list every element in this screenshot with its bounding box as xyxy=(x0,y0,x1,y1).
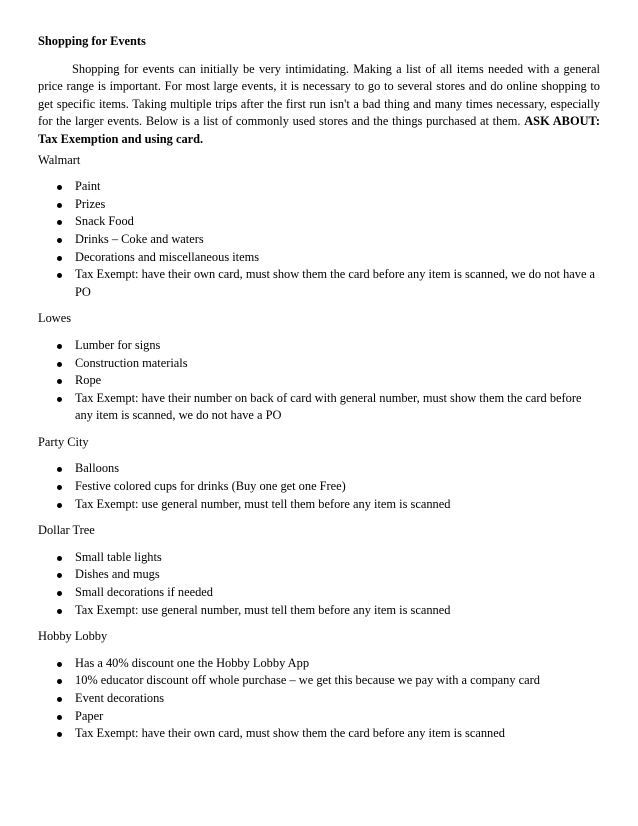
list-item xyxy=(38,708,600,726)
list-item-text: Dishes and mugs xyxy=(75,567,160,582)
bullet-icon xyxy=(57,273,62,278)
list-item xyxy=(38,584,600,602)
bullet-icon xyxy=(57,697,62,702)
list-item-text: Event decorations xyxy=(75,691,165,705)
list-item-text: Decorations and miscellaneous items xyxy=(75,249,260,264)
list-item xyxy=(38,355,600,373)
bullet-icon xyxy=(57,203,62,208)
bullet-icon xyxy=(57,715,62,720)
list-item-text: Construction materials xyxy=(75,355,188,370)
list-item-text: Has a 40% discount one the Hobby Lobby App xyxy=(75,655,310,670)
ask-about-note: ASK ABOUT: Tax Exemption and using card. xyxy=(38,114,600,146)
bullet-icon xyxy=(57,556,62,561)
list-item xyxy=(38,672,600,690)
bullet-icon xyxy=(57,679,62,684)
store-heading: Party City xyxy=(38,434,89,449)
store-item-list xyxy=(38,655,600,743)
list-item xyxy=(38,266,600,301)
list-item xyxy=(38,249,600,267)
store-item-list xyxy=(38,460,600,513)
bullet-icon xyxy=(57,238,62,243)
bullet-icon xyxy=(57,573,62,578)
list-item-text: Tax Exempt: have their number on back of card with general number, must show them the card before any item is scanned, we do not have a PO xyxy=(75,390,582,423)
list-item xyxy=(38,231,600,249)
list-item-text: Tax Exempt: have their own card, must show them the card before any item is scanned xyxy=(75,726,505,741)
list-item xyxy=(38,213,600,231)
list-item-text: Drinks – Coke and waters xyxy=(75,231,204,246)
list-item-text: Lumber for signs xyxy=(75,337,161,352)
list-item xyxy=(38,566,600,584)
bullet-icon xyxy=(57,485,62,490)
list-item-text: 10% educator discount off whole purchase – we get this because we pay with a company card xyxy=(75,673,540,688)
list-item-text: Rope xyxy=(75,373,102,388)
bullet-icon xyxy=(57,662,62,667)
list-item xyxy=(38,390,600,425)
bullet-icon xyxy=(57,609,62,614)
bullet-icon xyxy=(57,379,62,384)
bullet-icon xyxy=(57,220,62,225)
store-heading: Hobby Lobby xyxy=(38,629,108,644)
list-item-text: Prizes xyxy=(75,196,106,211)
store-item-list xyxy=(38,549,600,619)
bullet-icon xyxy=(57,344,62,349)
list-item xyxy=(38,337,600,355)
store-heading: Dollar Tree xyxy=(38,523,95,538)
list-item-text: Small decorations if needed xyxy=(75,585,213,600)
document-page xyxy=(38,33,600,752)
list-item xyxy=(38,178,600,196)
store-heading: Walmart xyxy=(38,152,81,167)
bullet-icon xyxy=(57,503,62,508)
bullet-icon xyxy=(57,467,62,472)
list-item-text: Tax Exempt: have their own card, must show them the card before any item is scanned, we do not have a PO xyxy=(75,267,596,299)
bullet-icon xyxy=(57,256,62,261)
list-item xyxy=(38,655,600,673)
bullet-icon xyxy=(57,185,62,190)
list-item xyxy=(38,496,600,514)
document-title: Shopping for Events xyxy=(38,34,146,48)
intro-paragraph xyxy=(38,61,600,149)
store-list xyxy=(38,152,600,743)
intro-text: Shopping for events can initially be very intimidating. Making a list of all items needed with a general price range is important. For most large events, it is necessary to go to several stores and do online shopping to get specific items. Taking multiple trips after the first run isn't a bad thing and many times necessary, especially for the larger events. Below is a list of commonly used stores and the things purchased at them. xyxy=(38,61,600,129)
bullet-icon xyxy=(57,591,62,596)
list-item xyxy=(38,602,600,620)
list-item xyxy=(38,549,600,567)
list-item-text: Tax Exempt: use general number, must tell them before any item is scanned xyxy=(75,602,451,617)
store-item-list xyxy=(38,337,600,425)
list-item-text: Snack Food xyxy=(75,214,134,229)
list-item-text: Festive colored cups for drinks (Buy one get one Free) xyxy=(75,479,346,494)
list-item-text: Paint xyxy=(75,179,101,194)
list-item-text: Balloons xyxy=(75,461,120,476)
store-heading: Lowes xyxy=(38,311,72,326)
list-item xyxy=(38,725,600,743)
list-item-text: Small table lights xyxy=(75,549,162,564)
list-item xyxy=(38,196,600,214)
list-item xyxy=(38,690,600,708)
list-item-text: Tax Exempt: use general number, must tell them before any item is scanned xyxy=(75,496,451,511)
store-item-list xyxy=(38,178,600,301)
list-item xyxy=(38,372,600,390)
list-item-text: Paper xyxy=(75,708,104,723)
list-item xyxy=(38,460,600,478)
bullet-icon xyxy=(57,732,62,737)
list-item xyxy=(38,478,600,496)
bullet-icon xyxy=(57,362,62,367)
bullet-icon xyxy=(57,397,62,402)
